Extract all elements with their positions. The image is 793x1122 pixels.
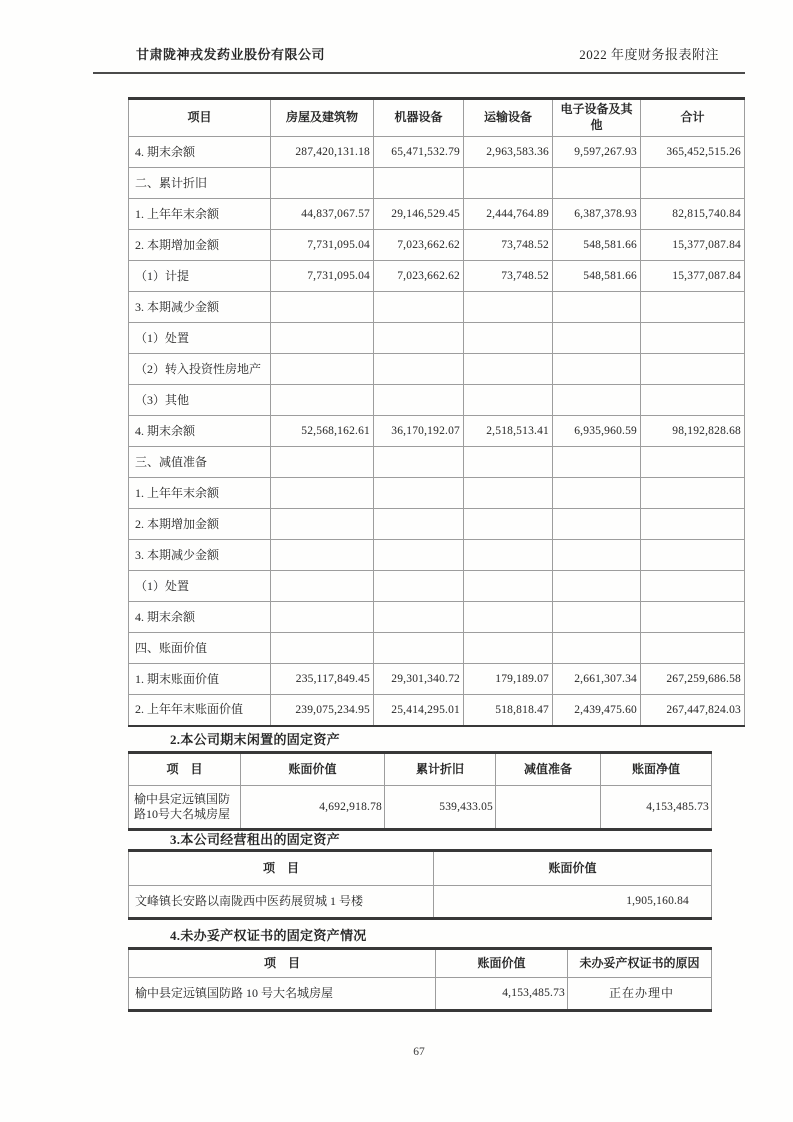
- cell-value: [641, 168, 745, 199]
- cell-value: [271, 354, 374, 385]
- cell-value: [374, 354, 464, 385]
- cell-value: [553, 509, 641, 540]
- table-row: [129, 199, 745, 230]
- cell-value: [641, 509, 745, 540]
- row-label: 4. 期末余额: [129, 416, 271, 447]
- leased-assets-heading: 3.本公司经营租出的固定资产: [170, 832, 340, 847]
- row-label: （1）处置: [129, 323, 271, 354]
- cell-value: [464, 323, 553, 354]
- cell-value: [553, 354, 641, 385]
- cell-value: [464, 633, 553, 664]
- cell-value: 7,731,095.04: [271, 261, 374, 292]
- row-label: 1. 期末账面价值: [129, 664, 271, 695]
- cell-value: [271, 633, 374, 664]
- cell-value: [271, 447, 374, 478]
- table-row: [129, 354, 745, 385]
- column-header: 账面价值: [436, 949, 568, 978]
- cell-value: 267,259,686.58: [641, 664, 745, 695]
- cell-value: [271, 509, 374, 540]
- cell-value: [641, 447, 745, 478]
- column-header: 项 目: [129, 851, 434, 886]
- row-label: 榆中县定远镇国防路10号大名城房屋: [129, 786, 241, 830]
- column-header: 电子设备及其他: [553, 99, 641, 137]
- column-header: 账面价值: [241, 753, 385, 786]
- cell-value: [641, 385, 745, 416]
- cell-value: [374, 540, 464, 571]
- column-header: 账面净值: [601, 753, 712, 786]
- cell-value: 2,439,475.60: [553, 695, 641, 726]
- fixed-assets-movement-table: [128, 97, 745, 727]
- cell-value: 正在办理中: [568, 978, 712, 1011]
- cell-value: 548,581.66: [553, 230, 641, 261]
- cell-value: [374, 571, 464, 602]
- table-row: [129, 385, 745, 416]
- idle-assets-heading: 2.本公司期末闲置的固定资产: [170, 732, 340, 747]
- table-row: [129, 633, 745, 664]
- table-row: [129, 509, 745, 540]
- cell-value: [553, 385, 641, 416]
- table-row: [129, 292, 745, 323]
- cell-value: [374, 323, 464, 354]
- cell-value: [374, 447, 464, 478]
- column-header: 机器设备: [374, 99, 464, 137]
- cell-value: [641, 633, 745, 664]
- table-row: [129, 261, 745, 292]
- cell-value: [641, 478, 745, 509]
- table-row: [129, 478, 745, 509]
- table-row: [129, 886, 712, 919]
- cell-value: 52,568,162.61: [271, 416, 374, 447]
- table-row: [129, 416, 745, 447]
- cell-value: [553, 292, 641, 323]
- cell-value: [641, 354, 745, 385]
- cell-value: [553, 633, 641, 664]
- cell-value: [641, 571, 745, 602]
- table-row: [129, 323, 745, 354]
- cell-value: 9,597,267.93: [553, 137, 641, 168]
- page-number: 67: [413, 1046, 425, 1058]
- cell-value: [553, 602, 641, 633]
- cell-value: 73,748.52: [464, 261, 553, 292]
- column-header: 累计折旧: [385, 753, 496, 786]
- cell-value: [464, 602, 553, 633]
- cell-value: 6,387,378.93: [553, 199, 641, 230]
- cell-value: 235,117,849.45: [271, 664, 374, 695]
- cell-value: 7,023,662.62: [374, 230, 464, 261]
- cell-value: [464, 447, 553, 478]
- cell-value: [271, 602, 374, 633]
- cell-value: [271, 540, 374, 571]
- table-row: [129, 168, 745, 199]
- cell-value: [464, 385, 553, 416]
- row-label: 文峰镇长安路以南陇西中医药展贸城 1 号楼: [129, 886, 434, 919]
- table-row: [129, 978, 712, 1011]
- header-row: [129, 753, 712, 786]
- cell-value: [271, 323, 374, 354]
- cell-value: [464, 571, 553, 602]
- column-header: 未办妥产权证书的原因: [568, 949, 712, 978]
- cell-value: 1,905,160.84: [434, 886, 712, 919]
- cell-value: 2,518,513.41: [464, 416, 553, 447]
- cell-value: [641, 292, 745, 323]
- leased-assets-table: [128, 849, 712, 920]
- table-row: [129, 664, 745, 695]
- cell-value: [641, 323, 745, 354]
- cell-value: 15,377,087.84: [641, 230, 745, 261]
- cell-value: 2,963,583.36: [464, 137, 553, 168]
- cell-value: 239,075,234.95: [271, 695, 374, 726]
- row-label: 4. 期末余额: [129, 602, 271, 633]
- row-label: 2. 本期增加金额: [129, 509, 271, 540]
- cell-value: 25,414,295.01: [374, 695, 464, 726]
- cell-value: [464, 292, 553, 323]
- cell-value: [464, 509, 553, 540]
- cell-value: [464, 354, 553, 385]
- doc-title: 2022 年度财务报表附注: [579, 47, 719, 62]
- row-label: （1）处置: [129, 571, 271, 602]
- cell-value: [464, 540, 553, 571]
- column-header: 合计: [641, 99, 745, 137]
- cell-value: 4,153,485.73: [601, 786, 712, 830]
- idle-assets-table: [128, 751, 712, 831]
- cell-value: 6,935,960.59: [553, 416, 641, 447]
- cell-value: [271, 292, 374, 323]
- row-label: 4. 期末余额: [129, 137, 271, 168]
- cell-value: 2,444,764.89: [464, 199, 553, 230]
- cell-value: [641, 540, 745, 571]
- cell-value: [464, 168, 553, 199]
- cell-value: [374, 292, 464, 323]
- cell-value: [553, 478, 641, 509]
- header-row: [129, 851, 712, 886]
- column-header: 运输设备: [464, 99, 553, 137]
- cell-value: [553, 323, 641, 354]
- cell-value: 539,433.05: [385, 786, 496, 830]
- row-label: 1. 上年年末余额: [129, 199, 271, 230]
- row-label: 四、账面价值: [129, 633, 271, 664]
- column-header: 房屋及建筑物: [271, 99, 374, 137]
- row-label: 三、减值准备: [129, 447, 271, 478]
- row-label: 二、累计折旧: [129, 168, 271, 199]
- cell-value: 44,837,067.57: [271, 199, 374, 230]
- row-label: （2）转入投资性房地产: [129, 354, 271, 385]
- no-certificate-heading: 4.未办妥产权证书的固定资产情况: [170, 928, 367, 943]
- row-label: 2. 本期增加金额: [129, 230, 271, 261]
- cell-value: 15,377,087.84: [641, 261, 745, 292]
- cell-value: 82,815,740.84: [641, 199, 745, 230]
- row-label: 榆中县定远镇国防路 10 号大名城房屋: [129, 978, 436, 1011]
- cell-value: 7,023,662.62: [374, 261, 464, 292]
- cell-value: 29,301,340.72: [374, 664, 464, 695]
- cell-value: [374, 168, 464, 199]
- no-certificate-table: [128, 947, 712, 1012]
- cell-value: [464, 478, 553, 509]
- header-row: [129, 99, 745, 137]
- cell-value: 2,661,307.34: [553, 664, 641, 695]
- cell-value: 548,581.66: [553, 261, 641, 292]
- row-label: （1）计提: [129, 261, 271, 292]
- table-row: [129, 602, 745, 633]
- column-header: 账面价值: [434, 851, 712, 886]
- column-header: 项 目: [129, 949, 436, 978]
- cell-value: 365,452,515.26: [641, 137, 745, 168]
- cell-value: [641, 602, 745, 633]
- table-row: [129, 447, 745, 478]
- cell-value: 7,731,095.04: [271, 230, 374, 261]
- cell-value: [271, 168, 374, 199]
- table-row: [129, 137, 745, 168]
- table-row: [129, 786, 712, 830]
- column-header: 减值准备: [496, 753, 601, 786]
- column-header: 项目: [129, 99, 271, 137]
- table-row: [129, 540, 745, 571]
- cell-value: 179,189.07: [464, 664, 553, 695]
- cell-value: [271, 385, 374, 416]
- cell-value: [553, 571, 641, 602]
- cell-value: [374, 509, 464, 540]
- cell-value: 73,748.52: [464, 230, 553, 261]
- row-label: 3. 本期减少金额: [129, 292, 271, 323]
- cell-value: [374, 633, 464, 664]
- cell-value: 98,192,828.68: [641, 416, 745, 447]
- cell-value: [374, 478, 464, 509]
- table-row: [129, 695, 745, 726]
- column-header: 项 目: [129, 753, 241, 786]
- row-label: 1. 上年年末余额: [129, 478, 271, 509]
- cell-value: [271, 571, 374, 602]
- cell-value: [374, 385, 464, 416]
- cell-value: 267,447,824.03: [641, 695, 745, 726]
- table-row: [129, 230, 745, 261]
- row-label: 2. 上年年末账面价值: [129, 695, 271, 726]
- cell-value: [553, 540, 641, 571]
- row-label: 3. 本期减少金额: [129, 540, 271, 571]
- cell-value: [553, 168, 641, 199]
- header-row: [129, 949, 712, 978]
- cell-value: 287,420,131.18: [271, 137, 374, 168]
- cell-value: 36,170,192.07: [374, 416, 464, 447]
- cell-value: 4,692,918.78: [241, 786, 385, 830]
- company-name: 甘肃陇神戎发药业股份有限公司: [136, 47, 326, 62]
- cell-value: 4,153,485.73: [436, 978, 568, 1011]
- cell-value: [271, 478, 374, 509]
- cell-value: 29,146,529.45: [374, 199, 464, 230]
- cell-value: [496, 786, 601, 830]
- cell-value: [374, 602, 464, 633]
- cell-value: 518,818.47: [464, 695, 553, 726]
- page-header: [93, 44, 745, 74]
- table-row: [129, 571, 745, 602]
- cell-value: [553, 447, 641, 478]
- cell-value: 65,471,532.79: [374, 137, 464, 168]
- row-label: （3）其他: [129, 385, 271, 416]
